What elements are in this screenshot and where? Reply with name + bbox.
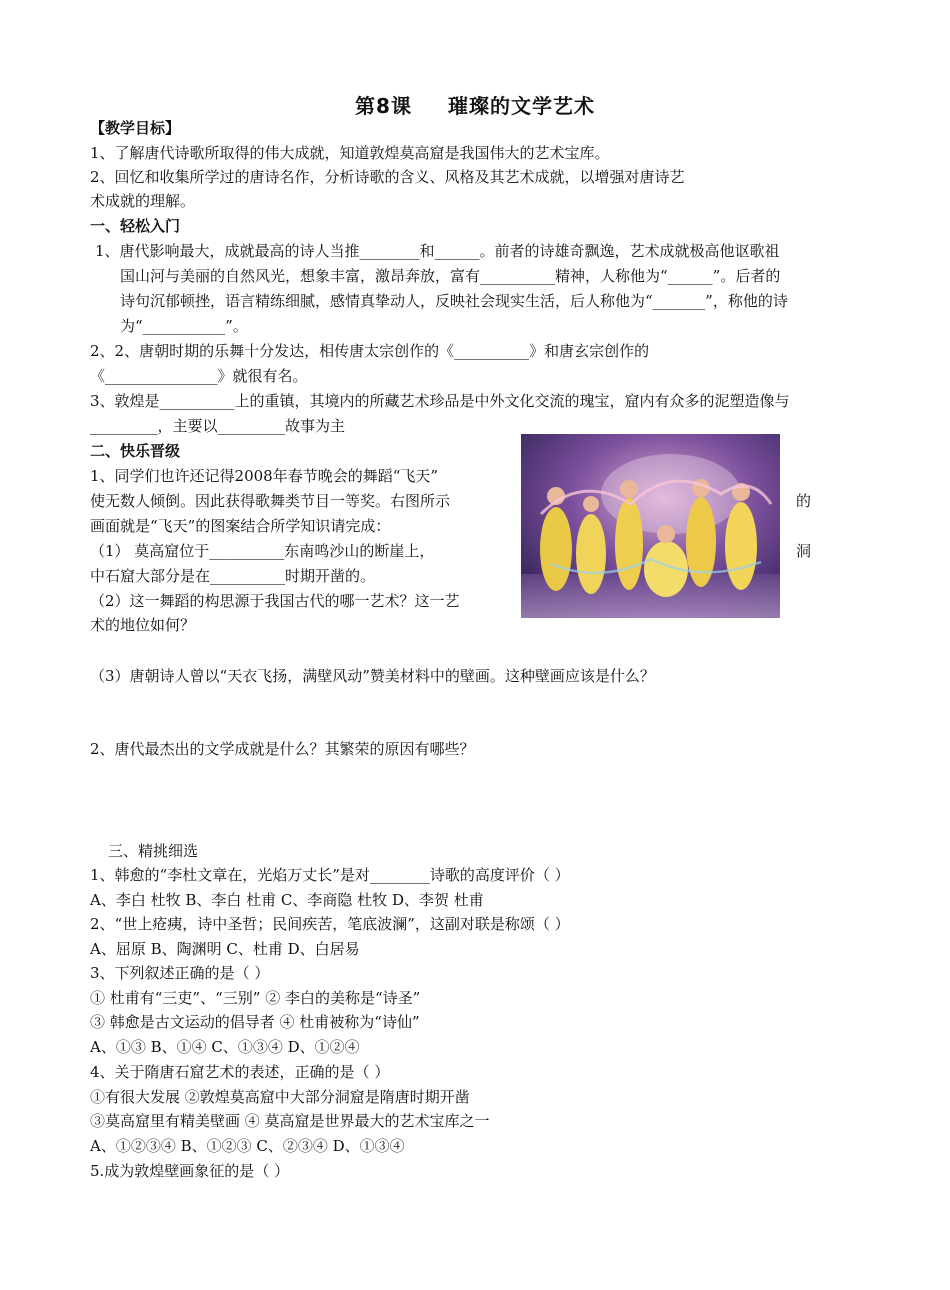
goal-line: 2、回忆和收集所学过的唐诗名作，分析诗歌的含义、风格及其艺术成就，以增强对唐诗艺 (90, 168, 685, 186)
choice-line: ①有很大发展 ②敦煌莫高窟中大部分洞窟是隋唐时期开凿 (90, 1088, 470, 1106)
question-line: 画面就是“飞天”的图案结合所学知识请完成： (90, 517, 391, 535)
question-line: （1） 莫高窟位于__________东南鸣沙山的断崖上， (90, 542, 435, 560)
feitian-dance-photo (521, 434, 780, 618)
goal-line: 1、了解唐代诗歌所取得的伟大成就，知道敦煌莫高窟是我国伟大的艺术宝库。 (90, 144, 610, 162)
question-line: 中石窟大部分是在__________时期开凿的。 (90, 567, 376, 585)
fill-line: 2、2、唐朝时期的乐舞十分发达，相传唐太宗创作的《__________》和唐玄宗创作的 (90, 342, 650, 360)
fill-line: 3、敦煌是__________上的重镇，其境内的所藏艺术珍品是中外文化交流的瑰宝，窟内有众多的泥塑造像与 (90, 392, 790, 410)
choice-line: ① 杜甫有“三吏”、“三别” ② 李白的美称是“诗圣” (90, 989, 421, 1007)
choice-line: ③莫高窟里有精美壁画 ④ 莫高窟是世界最大的艺术宝库之一 (90, 1112, 490, 1130)
goals-heading: 【教学目标】 (90, 119, 181, 137)
wrapped-char: 的 (796, 492, 812, 510)
choice-line: A、①②③④ B、①②③ C、②③④ D、①③④ (90, 1137, 405, 1155)
question-line: 2、唐代最杰出的文学成就是什么？其繁荣的原因有哪些？ (90, 740, 475, 758)
fill-line: _________，主要以_________故事为主 (90, 417, 346, 435)
goal-line: 术成就的理解。 (90, 192, 196, 210)
section1-heading: 一、轻松入门 (90, 217, 181, 235)
section2-heading: 二、快乐晋级 (90, 442, 181, 460)
question-line: 术的地位如何？ (90, 616, 196, 634)
choice-line: A、①③ B、①④ C、①③④ D、①②④ (90, 1038, 360, 1056)
choice-line: A、屈原 B、陶渊明 C、杜甫 D、白居易 (90, 940, 360, 958)
page-title (0, 90, 950, 119)
choice-line: 2、“世上疮痍，诗中圣哲；民间疾苦，笔底波澜”，这副对联是称颂（ ） (90, 915, 570, 933)
choice-line: 5.成为敦煌壁画象征的是（ ） (90, 1162, 290, 1180)
question-line: （2）这一舞蹈的构思源于我国古代的哪一艺术？这一艺 (90, 592, 460, 610)
section3-heading: 三、精挑细选 (108, 842, 199, 860)
fill-line: 国山河与美丽的自然风光，想象丰富，激昂奔放，富有__________精神，人称他为“______”。后者的 (120, 267, 781, 285)
question-line: 1、同学们也许还记得2008年春节晚会的舞蹈“飞天” (90, 467, 439, 485)
lesson-number: 第8课 (355, 94, 412, 118)
choice-line: ③ 韩愈是古文运动的倡导者 ④ 杜甫被称为“诗仙” (90, 1013, 420, 1031)
choice-line: A、李白 杜牧 B、李白 杜甫 C、李商隐 杜牧 D、李贺 杜甫 (90, 891, 484, 909)
question-line: 使无数人倾倒。因此获得歌舞类节目一等奖。右图所示 (90, 492, 451, 510)
choice-line: 4、关于隋唐石窟艺术的表述，正确的是（ ） (90, 1063, 390, 1081)
wrapped-char: 洞 (796, 542, 812, 560)
fill-line: 1、唐代影响最大，成就最高的诗人当推________和______。前者的诗雄奇飘逸，艺术成就极高他讴歌祖 (95, 242, 780, 260)
lesson-name: 璀璨的文学艺术 (447, 94, 595, 118)
question-line: （3）唐朝诗人曾以“天衣飞扬，满壁风动”赞美材料中的壁画。这种壁画应该是什么？ (90, 667, 655, 685)
fill-line: 《_______________》就很有名。 (90, 367, 308, 385)
fill-line: 诗句沉郁顿挫，语言精练细腻，感情真挚动人，反映社会现实生活，后人称他为“_______”，称他的诗 (120, 292, 788, 310)
choice-line: 3、下列叙述正确的是（ ） (90, 964, 270, 982)
choice-line: 1、韩愈的“李杜文章在，光焰万丈长”是对________诗歌的高度评价（ ） (90, 866, 570, 884)
fill-line: 为“___________”。 (120, 317, 248, 335)
